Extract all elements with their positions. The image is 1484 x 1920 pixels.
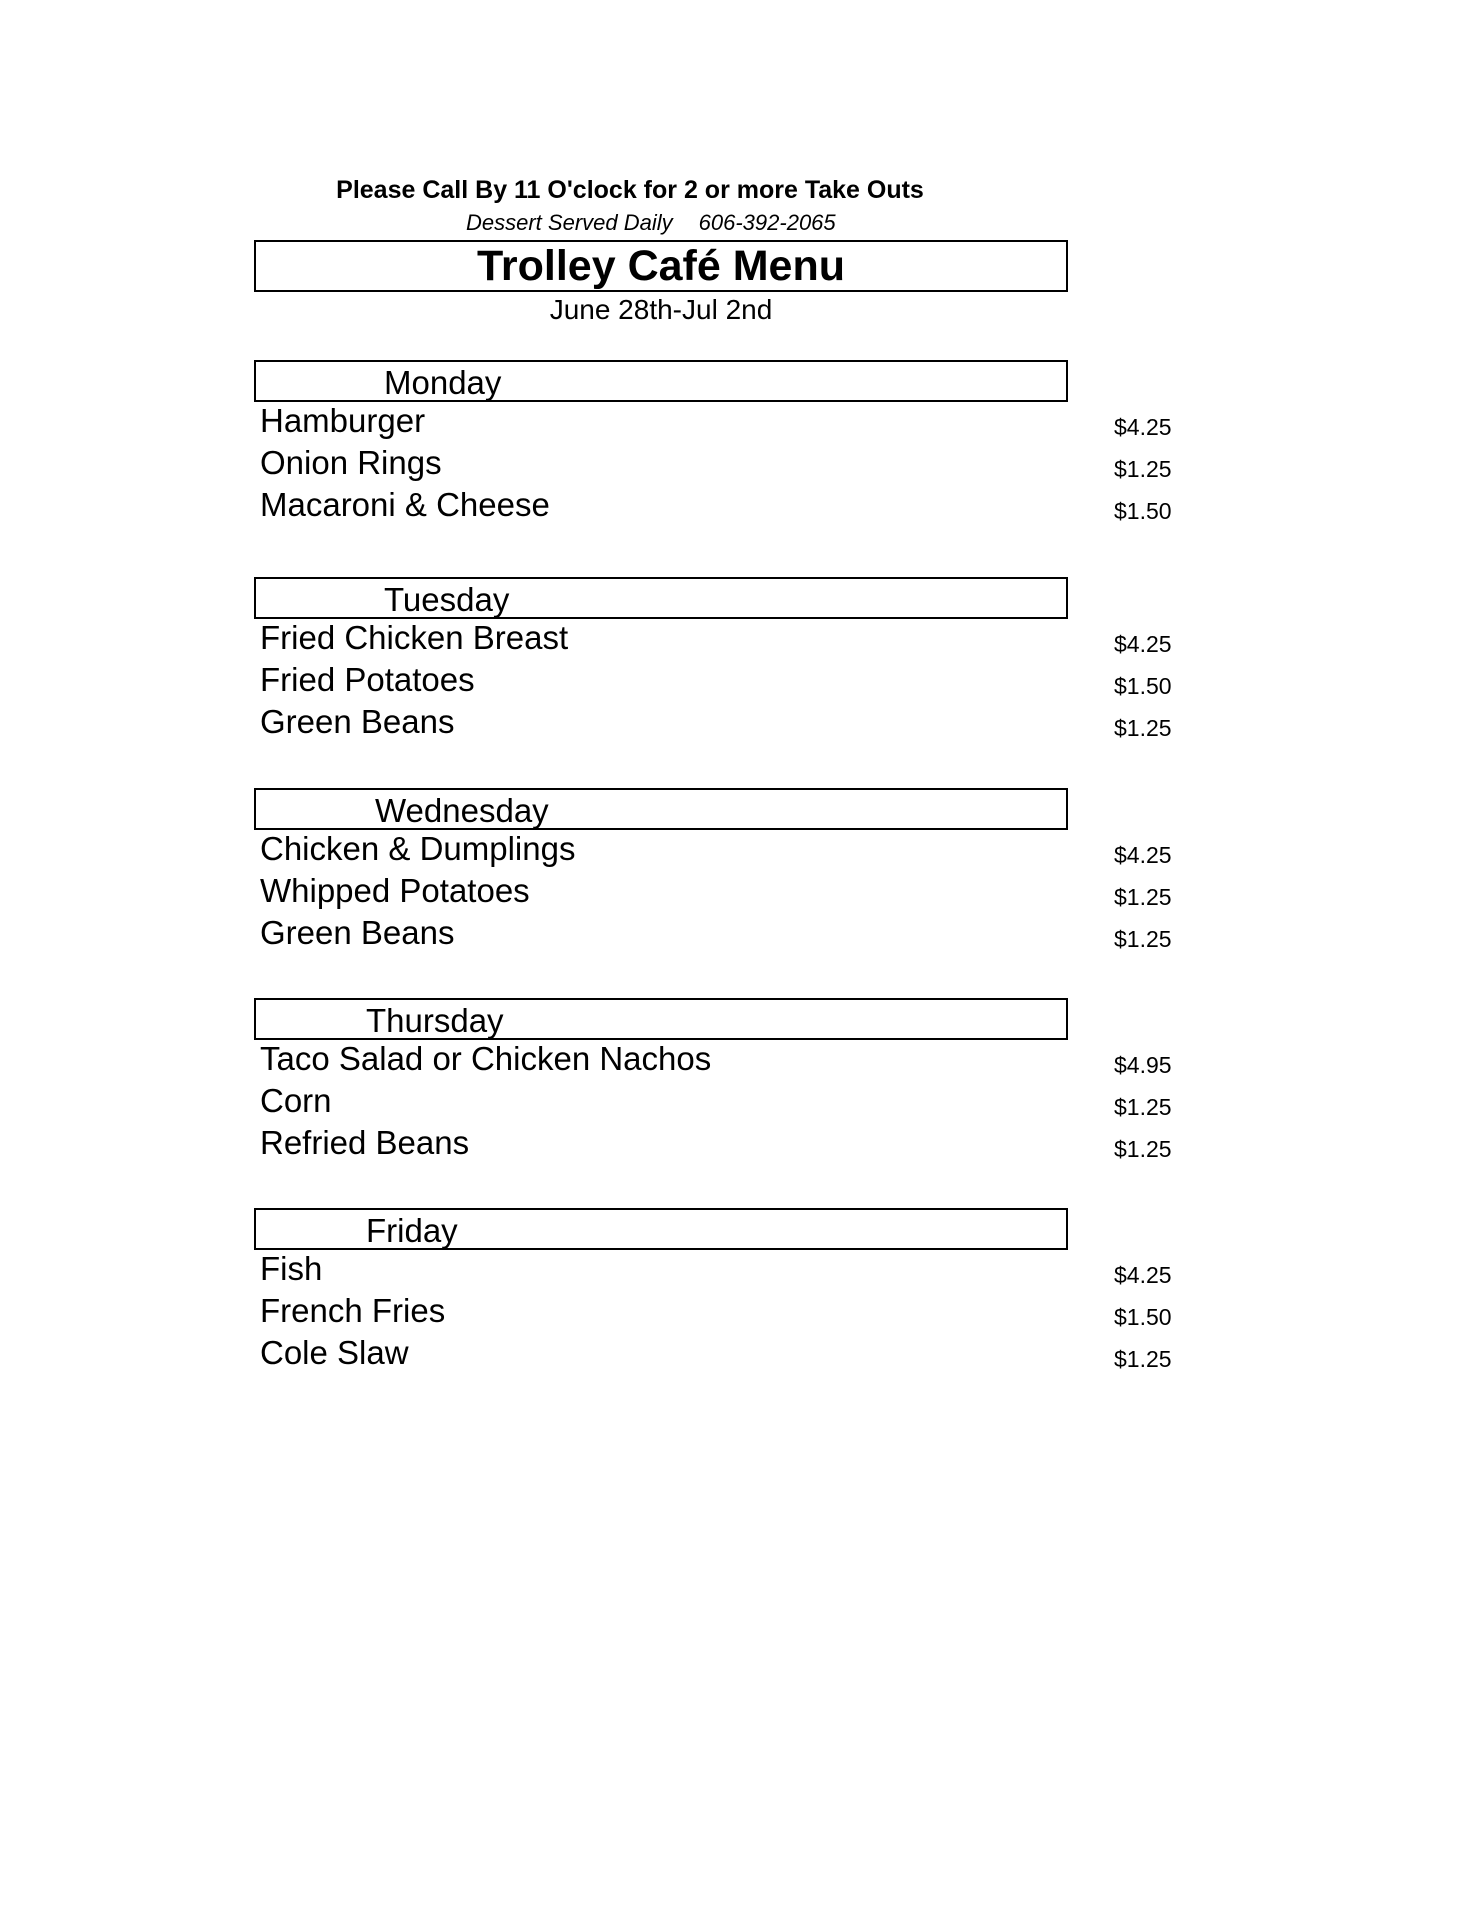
day-header-friday [254,1208,1068,1250]
menu-item: Taco Salad or Chicken Nachos [260,1040,712,1077]
menu-item: Onion Rings [260,444,442,481]
day-header-monday [254,360,1068,402]
menu-item-price: $1.25 [1114,1094,1172,1120]
menu-item-price: $4.25 [1114,414,1172,440]
menu-item: Refried Beans [260,1124,470,1161]
menu-item: Macaroni & Cheese [260,486,550,523]
menu-item-price: $1.50 [1114,1304,1172,1330]
day-label: Thursday [366,1002,504,1039]
menu-item: Hamburger [260,402,426,439]
phone-number: 606-392-2065 [698,210,836,235]
menu-item: Fried Potatoes [260,661,475,698]
dessert-phone-line [466,210,836,236]
day-header-thursday [254,998,1068,1040]
menu-item-price: $1.50 [1114,673,1172,699]
day-header-tuesday [254,577,1068,619]
menu-title: Trolley Café Menu [477,242,845,290]
day-label: Tuesday [384,581,510,618]
menu-item: Fish [260,1250,323,1287]
takeout-notice: Please Call By 11 O'clock for 2 or more Take Outs [336,176,924,204]
menu-item-price: $4.25 [1114,1262,1172,1288]
day-header-wednesday [254,788,1068,830]
menu-item: Green Beans [260,703,455,740]
menu-item: Chicken & Dumplings [260,830,576,867]
menu-item: Cole Slaw [260,1334,409,1371]
menu-item-price: $1.25 [1114,715,1172,741]
menu-item: Whipped Potatoes [260,872,530,909]
dessert-note: Dessert Served Daily [466,210,673,235]
menu-item: Corn [260,1082,332,1119]
day-label: Wednesday [375,792,549,829]
menu-item-price: $1.25 [1114,884,1172,910]
menu-item-price: $4.25 [1114,842,1172,868]
menu-item-price: $4.25 [1114,631,1172,657]
day-label: Friday [366,1212,458,1249]
menu-item-price: $1.50 [1114,498,1172,524]
menu-item-price: $1.25 [1114,1136,1172,1162]
menu-item: French Fries [260,1292,446,1329]
date-range: June 28th-Jul 2nd [549,294,773,325]
menu-item: Fried Chicken Breast [260,619,569,656]
menu-item-price: $1.25 [1114,1346,1172,1372]
menu-item-price: $1.25 [1114,456,1172,482]
menu-item: Green Beans [260,914,455,951]
day-label: Monday [384,364,502,401]
menu-item-price: $4.95 [1114,1052,1172,1078]
menu-item-price: $1.25 [1114,926,1172,952]
